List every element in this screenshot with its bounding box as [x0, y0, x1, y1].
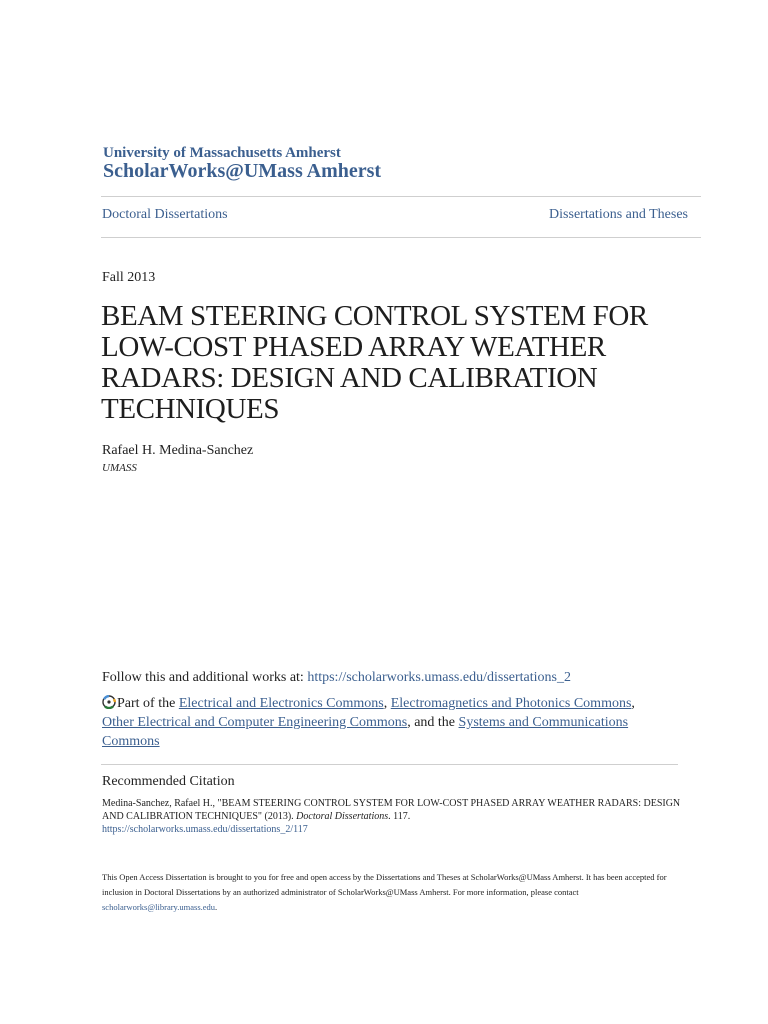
citation-body	[102, 797, 682, 836]
document-title: BEAM STEERING CONTROL SYSTEM FOR LOW-COST PHASED ARRAY WEATHER RADARS: DESIGN AND CALIBRATION TECHNIQUES	[101, 300, 648, 425]
part-of-prefix: Part of the	[117, 696, 179, 711]
citation-heading: Recommended Citation	[102, 774, 235, 789]
open-access-notice	[102, 870, 682, 915]
citation-text: Medina-Sanchez, Rafael H., "BEAM STEERING CONTROL SYSTEM FOR LOW-COST PHASED ARRAY WEATHER RADARS: DESIGN AND CALIBRATION TECHNIQUES" (2013).	[102, 798, 681, 822]
repository-link[interactable]: ScholarWorks@UMass Amherst	[103, 160, 382, 182]
separator: ,	[383, 696, 391, 711]
commons-link-electromagnetics-photonics[interactable]: Electromagnetics and Photonics Commons	[390, 696, 632, 711]
follow-label: Follow this and additional works at:	[102, 670, 308, 685]
network-commons-icon	[102, 695, 116, 709]
separator: , and the	[407, 715, 459, 730]
divider	[101, 237, 701, 238]
institution-link[interactable]: University of Massachusetts Amherst	[103, 145, 341, 161]
citation-url-link[interactable]: https://scholarworks.umass.edu/dissertations_2/117	[102, 824, 308, 835]
citation-series: Doctoral Dissertations	[296, 811, 389, 822]
commons-link-electrical-electronics[interactable]: Electrical and Electronics Commons	[178, 696, 384, 711]
notice-text: This Open Access Dissertation is brought to you for free and open access by the Dissertations and Theses at ScholarWorks@UMass Amherst. It has been accepted for inclusion in Doctoral Dissertations by an authorized administrator of ScholarWorks@UMass Amherst. For more information, please contact	[102, 872, 667, 897]
follow-url-link[interactable]: https://scholarworks.umass.edu/dissertations_2	[307, 670, 571, 685]
collection-link-dissertations-and-theses[interactable]: Dissertations and Theses	[549, 207, 688, 222]
citation-number: . 117.	[388, 811, 411, 822]
commons-link-other-electrical-computer-engineering[interactable]: Other Electrical and Computer Engineering Commons	[102, 715, 408, 730]
author-affiliation: UMASS	[102, 462, 137, 474]
divider	[101, 764, 678, 765]
divider	[101, 196, 701, 197]
commons-link-systems-communications[interactable]: Systems and Communications Commons	[102, 715, 629, 749]
contact-email-link[interactable]: scholarworks@library.umass.edu	[102, 902, 216, 912]
collection-link-doctoral-dissertations[interactable]: Doctoral Dissertations	[102, 207, 228, 222]
notice-end: .	[215, 902, 218, 912]
follow-line	[102, 670, 571, 686]
separator: ,	[631, 696, 635, 711]
publication-date: Fall 2013	[102, 270, 156, 285]
author-name: Rafael H. Medina-Sanchez	[102, 443, 254, 458]
part-of-line	[102, 694, 662, 751]
